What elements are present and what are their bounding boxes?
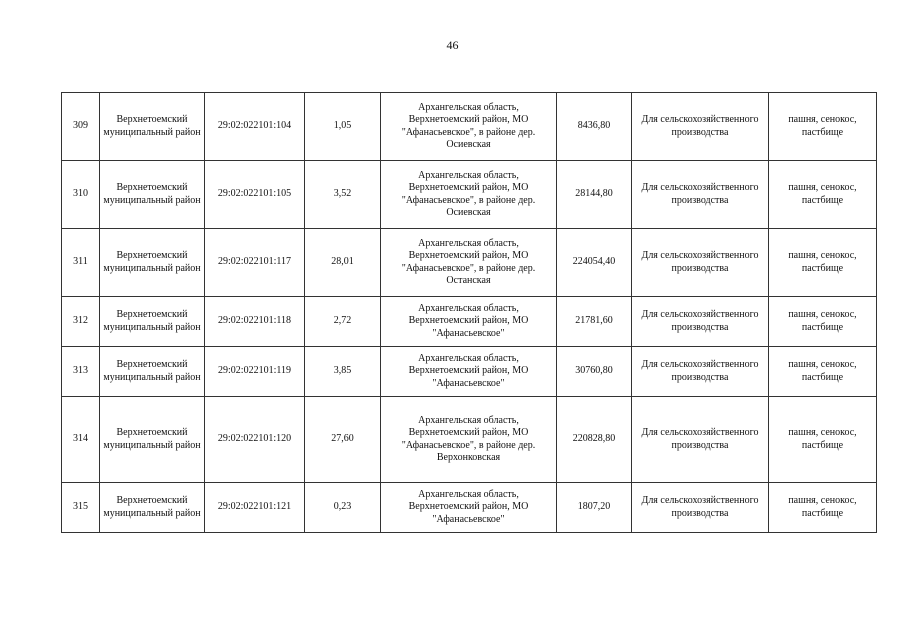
municipality-cell: Верхнетоемский муниципальный район: [100, 347, 205, 397]
cadastral-cost-cell: 8436,80: [557, 93, 632, 161]
purpose-cell: Для сельскохозяйственного производства: [632, 93, 769, 161]
land-use-cell: пашня, сенокос, пастбище: [769, 347, 877, 397]
table-row: [62, 229, 877, 297]
table-row: [62, 483, 877, 533]
cadastral-cost-cell: 1807,20: [557, 483, 632, 533]
cadastral-number-cell: 29:02:022101:118: [205, 297, 305, 347]
area-cell: 3,52: [305, 161, 381, 229]
municipality-cell: Верхнетоемский муниципальный район: [100, 161, 205, 229]
row-number-cell: 309: [62, 93, 100, 161]
cadastral-number-cell: 29:02:022101:117: [205, 229, 305, 297]
row-number-cell: 313: [62, 347, 100, 397]
address-cell: Архангельская область, Верхнетоемский район, МО "Афанасьевское", в районе дер. Останская: [381, 229, 557, 297]
table-row: [62, 347, 877, 397]
land-use-cell: пашня, сенокос, пастбище: [769, 483, 877, 533]
area-cell: 3,85: [305, 347, 381, 397]
row-number-cell: 314: [62, 397, 100, 483]
row-number-cell: 315: [62, 483, 100, 533]
cadastral-cost-cell: 28144,80: [557, 161, 632, 229]
area-cell: 28,01: [305, 229, 381, 297]
table-row: [62, 397, 877, 483]
area-cell: 0,23: [305, 483, 381, 533]
land-use-cell: пашня, сенокос, пастбище: [769, 161, 877, 229]
purpose-cell: Для сельскохозяйственного производства: [632, 229, 769, 297]
land-plots-table: [61, 92, 877, 533]
area-cell: 2,72: [305, 297, 381, 347]
cadastral-number-cell: 29:02:022101:119: [205, 347, 305, 397]
municipality-cell: Верхнетоемский муниципальный район: [100, 229, 205, 297]
area-cell: 1,05: [305, 93, 381, 161]
row-number-cell: 311: [62, 229, 100, 297]
land-use-cell: пашня, сенокос, пастбище: [769, 229, 877, 297]
municipality-cell: Верхнетоемский муниципальный район: [100, 397, 205, 483]
cadastral-cost-cell: 224054,40: [557, 229, 632, 297]
table-row: [62, 93, 877, 161]
purpose-cell: Для сельскохозяйственного производства: [632, 161, 769, 229]
cadastral-number-cell: 29:02:022101:120: [205, 397, 305, 483]
address-cell: Архангельская область, Верхнетоемский район, МО "Афанасьевское": [381, 483, 557, 533]
row-number-cell: 312: [62, 297, 100, 347]
area-cell: 27,60: [305, 397, 381, 483]
land-use-cell: пашня, сенокос, пастбище: [769, 93, 877, 161]
municipality-cell: Верхнетоемский муниципальный район: [100, 483, 205, 533]
cadastral-number-cell: 29:02:022101:104: [205, 93, 305, 161]
cadastral-cost-cell: 220828,80: [557, 397, 632, 483]
cadastral-number-cell: 29:02:022101:121: [205, 483, 305, 533]
cadastral-cost-cell: 21781,60: [557, 297, 632, 347]
cadastral-cost-cell: 30760,80: [557, 347, 632, 397]
address-cell: Архангельская область, Верхнетоемский район, МО "Афанасьевское", в районе дер. Осиевская: [381, 93, 557, 161]
municipality-cell: Верхнетоемский муниципальный район: [100, 93, 205, 161]
table-row: [62, 161, 877, 229]
address-cell: Архангельская область, Верхнетоемский район, МО "Афанасьевское", в районе дер. Верхонковская: [381, 397, 557, 483]
purpose-cell: Для сельскохозяйственного производства: [632, 347, 769, 397]
cadastral-number-cell: 29:02:022101:105: [205, 161, 305, 229]
page-number: 46: [446, 38, 459, 52]
purpose-cell: Для сельскохозяйственного производства: [632, 397, 769, 483]
land-use-cell: пашня, сенокос, пастбище: [769, 397, 877, 483]
purpose-cell: Для сельскохозяйственного производства: [632, 297, 769, 347]
purpose-cell: Для сельскохозяйственного производства: [632, 483, 769, 533]
land-use-cell: пашня, сенокос, пастбище: [769, 297, 877, 347]
table-row: [62, 297, 877, 347]
address-cell: Архангельская область, Верхнетоемский район, МО "Афанасьевское": [381, 297, 557, 347]
municipality-cell: Верхнетоемский муниципальный район: [100, 297, 205, 347]
address-cell: Архангельская область, Верхнетоемский район, МО "Афанасьевское", в районе дер. Осиевская: [381, 161, 557, 229]
row-number-cell: 310: [62, 161, 100, 229]
address-cell: Архангельская область, Верхнетоемский район, МО "Афанасьевское": [381, 347, 557, 397]
